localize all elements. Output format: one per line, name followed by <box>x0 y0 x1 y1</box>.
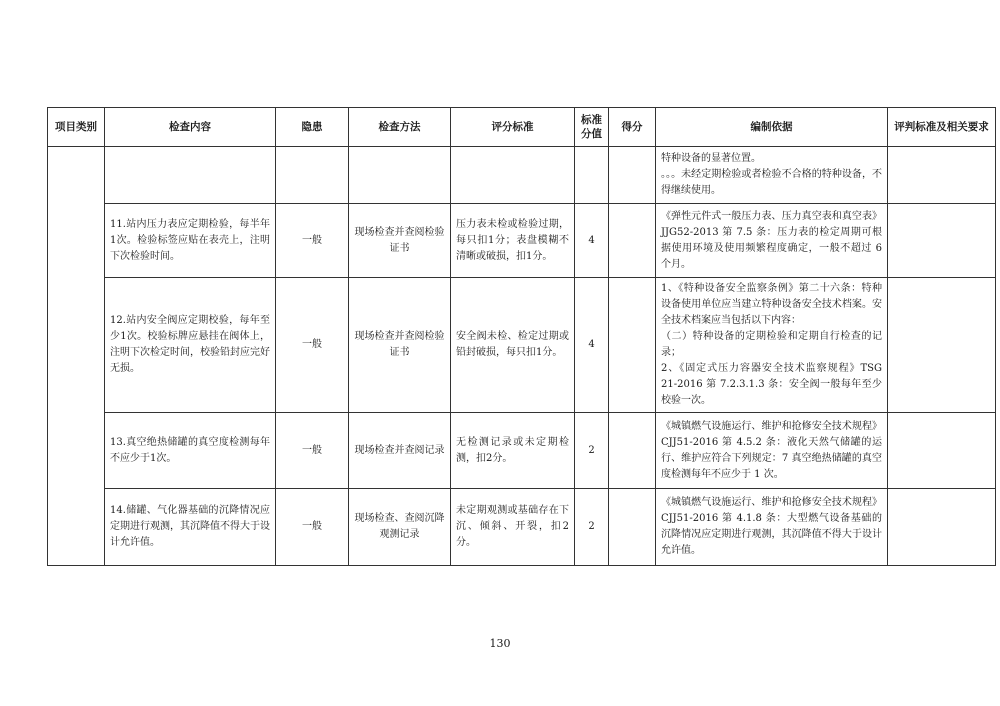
basis-line: 《城镇燃气设施运行、维护和抢修安全技术规程》CJJ51-2016 第 4.5.2 条：液化天然气储罐的运行、维护应符合下列规定：7 真空绝热储罐的真空度检测每年不应少于 1 次。 <box>661 420 882 480</box>
category-cell <box>48 147 105 566</box>
criteria-cell: 未定期观测或基础存在下沉、倾斜、开裂，扣2分。 <box>451 489 575 566</box>
standard-score-cell: 2 <box>575 413 609 489</box>
header-method: 检查方法 <box>349 108 451 147</box>
basis-cell <box>656 147 888 204</box>
content-cell <box>105 147 276 204</box>
criteria-cell <box>451 147 575 204</box>
page-number: 130 <box>489 637 511 650</box>
hazard-cell: 一般 <box>276 489 349 566</box>
basis-line: 2、《固定式压力容器安全技术监察规程》TSG 21-2016 第 7.2.3.1.3 条：安全阀一般每年至少校验一次。 <box>661 363 882 406</box>
header-criteria: 评分标准 <box>451 108 575 147</box>
standard-score-cell: 2 <box>575 489 609 566</box>
table-row <box>48 204 996 278</box>
judgment-cell <box>888 413 996 489</box>
judgment-cell <box>888 147 996 204</box>
hazard-cell: 一般 <box>276 278 349 413</box>
table-header-row <box>48 108 996 147</box>
method-cell: 现场检查并查阅检验证书 <box>349 278 451 413</box>
method-cell: 现场检查、查阅沉降观测记录 <box>349 489 451 566</box>
method-cell: 现场检查并查阅记录 <box>349 413 451 489</box>
header-judgment: 评判标准及相关要求 <box>888 108 996 147</box>
criteria-cell: 无检测记录或未定期检测，扣2分。 <box>451 413 575 489</box>
header-basis: 编制依据 <box>656 108 888 147</box>
table-row <box>48 413 996 489</box>
content-cell: 12.站内安全阀应定期校验，每年至少1次。校验标牌应悬挂在阀体上，注明下次检定时间，校验铅封应完好无损。 <box>105 278 276 413</box>
header-standard-score: 标准分值 <box>575 108 609 147</box>
method-cell: 现场检查并查阅检验证书 <box>349 204 451 278</box>
basis-line: （二）特种设备的定期检验和定期自行检查的记录； <box>661 331 882 358</box>
header-content: 检查内容 <box>105 108 276 147</box>
hazard-cell: 一般 <box>276 204 349 278</box>
basis-line: 1、《特种设备安全监察条例》第二十六条：特种设备使用单位应当建立特种设备安全技术档案。安全技术档案应当包括以下内容： <box>661 283 882 326</box>
content-cell: 14.储罐、气化器基础的沉降情况应定期进行观测，其沉降值不得大于设计允许值。 <box>105 489 276 566</box>
table-row <box>48 147 996 204</box>
header-category: 项目类别 <box>48 108 105 147</box>
method-cell <box>349 147 451 204</box>
criteria-cell: 安全阀未检、检定过期或铅封破损，每只扣1分。 <box>451 278 575 413</box>
hazard-cell <box>276 147 349 204</box>
score-cell <box>609 278 656 413</box>
basis-cell <box>656 413 888 489</box>
basis-line: 《弹性元件式一般压力表、压力真空表和真空表》JJG52-2013 第 7.5 条：压力表的检定周期可根据使用环境及使用频繁程度确定，一般不超过 6 个月。 <box>661 210 882 270</box>
basis-cell <box>656 278 888 413</box>
header-hazard: 隐患 <box>276 108 349 147</box>
content-cell: 11.站内压力表应定期检验，每半年1次。检验标签应贴在表壳上，注明下次检验时间。 <box>105 204 276 278</box>
judgment-cell <box>888 278 996 413</box>
score-cell <box>609 204 656 278</box>
score-cell <box>609 489 656 566</box>
table-row <box>48 489 996 566</box>
basis-line: 《城镇燃气设施运行、维护和抢修安全技术规程》CJJ51-2016 第 4.1.8 条：大型燃气设备基础的沉降情况应定期进行观测，其沉降值不得大于设计允许值。 <box>661 497 882 556</box>
table-row <box>48 278 996 413</box>
basis-cell <box>656 204 888 278</box>
judgment-cell <box>888 204 996 278</box>
standard-score-cell: 4 <box>575 204 609 278</box>
header-score: 得分 <box>609 108 656 147</box>
inspection-table <box>47 107 996 566</box>
score-cell <box>609 413 656 489</box>
basis-line: 特种设备的显著位置。 <box>661 153 761 164</box>
judgment-cell <box>888 489 996 566</box>
content-cell: 13.真空绝热储罐的真空度检测每年不应少于1次。 <box>105 413 276 489</box>
hazard-cell: 一般 <box>276 413 349 489</box>
standard-score-cell: 4 <box>575 278 609 413</box>
basis-line: 。。。未经定期检验或者检验不合格的特种设备，不得继续使用。 <box>661 169 882 196</box>
basis-cell <box>656 489 888 566</box>
criteria-cell: 压力表未检或检验过期，每只扣1分；表盘模糊不清晰或破损，扣1分。 <box>451 204 575 278</box>
standard-score-cell <box>575 147 609 204</box>
score-cell <box>609 147 656 204</box>
